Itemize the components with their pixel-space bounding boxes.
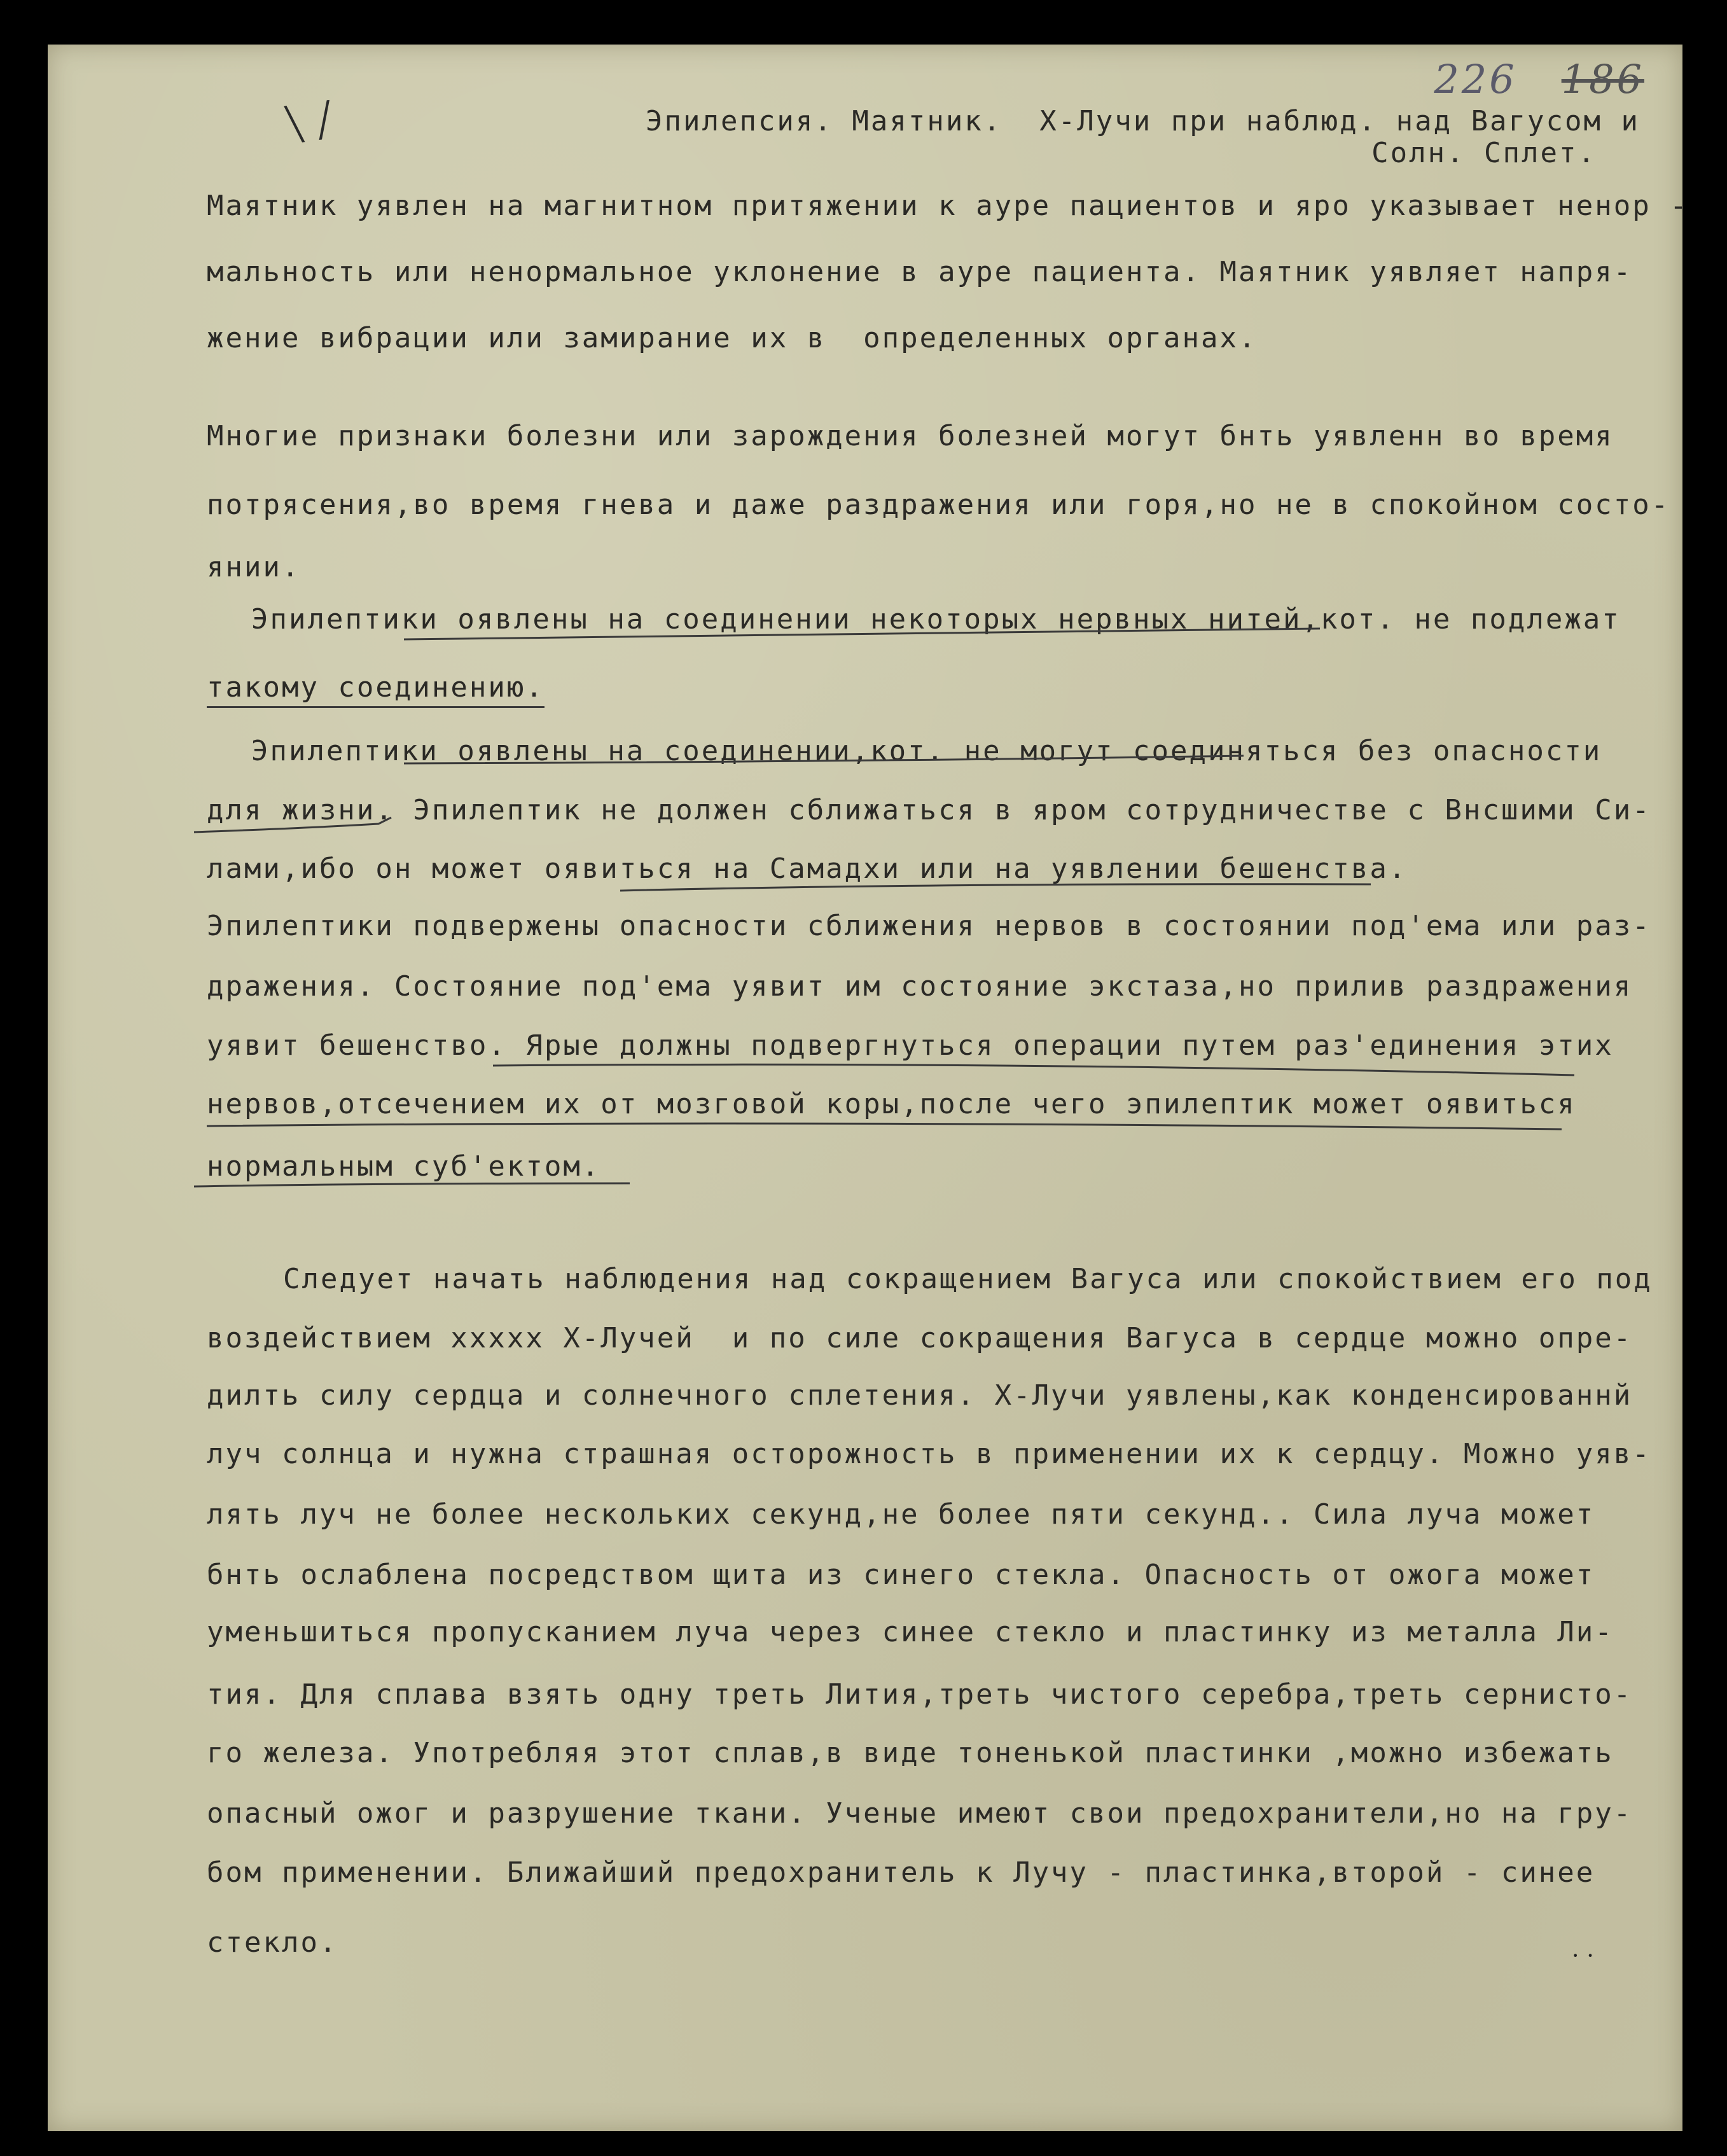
p5-line-6: бнть ослаблена посредством щита из синего стекла. Опасность от ожога может bbox=[207, 1559, 1595, 1591]
folio-current: 226 bbox=[1434, 56, 1517, 102]
document-page bbox=[48, 45, 1689, 2131]
underline-p4-a bbox=[404, 756, 1244, 763]
underline-p4-f bbox=[194, 1183, 630, 1186]
p5-line-9: го железа. Употребляя этот сплав,в виде тоненькой пластинки ,можно избежать bbox=[207, 1737, 1614, 1769]
p4-line-2: для жизни. Эпилептик не должен сближаться в яром сотрудничестве с Внсшими Си- bbox=[207, 794, 1651, 826]
margin-marks: \ / bbox=[282, 87, 337, 156]
p4-line-7: нервов,отсечением их от мозговой коры,после чего эпилептик может оявиться bbox=[207, 1088, 1576, 1120]
p5-line-1: Следует начать наблюдения над сокращением Вагуса или спокойствием его под bbox=[283, 1263, 1653, 1295]
underline-p4-e bbox=[207, 1123, 1562, 1129]
p3-line-1: Эпилептики оявлены на соединении некоторых нервных нитей,кот. не подлежат bbox=[251, 603, 1621, 636]
folio-old: 186 bbox=[1561, 56, 1644, 102]
ink-speck: · · bbox=[1571, 1941, 1595, 1970]
p1-line-1: Маятник уявлен на магнитном притяжении к ауре пациентов и яро указывает ненор - bbox=[207, 190, 1689, 222]
p5-line-10: опасный ожог и разрушение ткани. Ученые имеют свои предохранители,но на гру- bbox=[207, 1797, 1633, 1830]
p4-line-4: Эпилептики подвержены опасности сближения нервов в состоянии под'ема или раз- bbox=[207, 910, 1651, 942]
p5-line-11: бом применении. Ближайший предохранитель к Лучу - пластинка,второй - синее bbox=[207, 1856, 1595, 1889]
p5-line-8: тия. Для сплава взять одну треть Лития,треть чистого серебра,треть сернисто- bbox=[207, 1678, 1633, 1711]
p5-line-2: воздействием xxxxx Х-Лучей и по силе сокращения Вагуса в сердце можно опре- bbox=[207, 1322, 1633, 1354]
p2-line-2: потрясения,во время гнева и даже раздражения или горя,но не в спокойном состо- bbox=[207, 489, 1670, 521]
underline-p4-c bbox=[620, 884, 1371, 891]
underline-p3 bbox=[404, 629, 1320, 639]
p5-line-3: дилть силу сердца и солнечного сплетения. Х-Лучи уявлены,как конденсированнй bbox=[207, 1379, 1633, 1412]
p5-line-5: лять луч не более нескольких секунд,не более пяти секунд.. Сила луча может bbox=[207, 1498, 1595, 1531]
p2-line-3: янии. bbox=[207, 551, 301, 583]
p4-line-1: Эпилептики оявлены на соединении,кот. не могут соединяться без опасности bbox=[251, 735, 1602, 767]
p1-line-2: мальность или ненормальное уклонение в ауре пациента. Маятник уявляет напря- bbox=[207, 256, 1633, 288]
p4-line-6: уявит бешенство. Ярые должны подвергнуться операции путем раз'единения этих bbox=[207, 1029, 1614, 1062]
p4-line-3: лами,ибо он может оявиться на Самадхи или на уявлении бешенства. bbox=[207, 852, 1408, 885]
underline-p4-d bbox=[493, 1064, 1574, 1075]
header-line-1: Эпилепсия. Маятник. Х-Лучи при наблюд. над Вагусом и bbox=[646, 105, 1640, 137]
p5-line-12: стекло. bbox=[207, 1926, 338, 1959]
p4-line-5: дражения. Состояние под'ема уявит им состояние экстаза,но прилив раздражения bbox=[207, 970, 1633, 1003]
p2-line-1: Многие признаки болезни или зарождения болезней могут бнть уявленн во время bbox=[207, 420, 1614, 452]
underline-p4-b bbox=[194, 817, 391, 832]
p4-line-8: нормальным суб'ектом. bbox=[207, 1150, 601, 1183]
p5-line-4: луч солнца и нужна страшная осторожность в применении их к сердцу. Можно уяв- bbox=[207, 1438, 1651, 1470]
p5-line-7: уменьшиться пропусканием луча через синее стекло и пластинку из металла Ли- bbox=[207, 1616, 1614, 1648]
p1-line-3: жение вибрации или замирание их в определенных органах. bbox=[207, 322, 1258, 354]
p3-underlined-text: такому соединению. bbox=[207, 671, 544, 708]
header-line-2: Солн. Сплет. bbox=[1371, 137, 1597, 169]
